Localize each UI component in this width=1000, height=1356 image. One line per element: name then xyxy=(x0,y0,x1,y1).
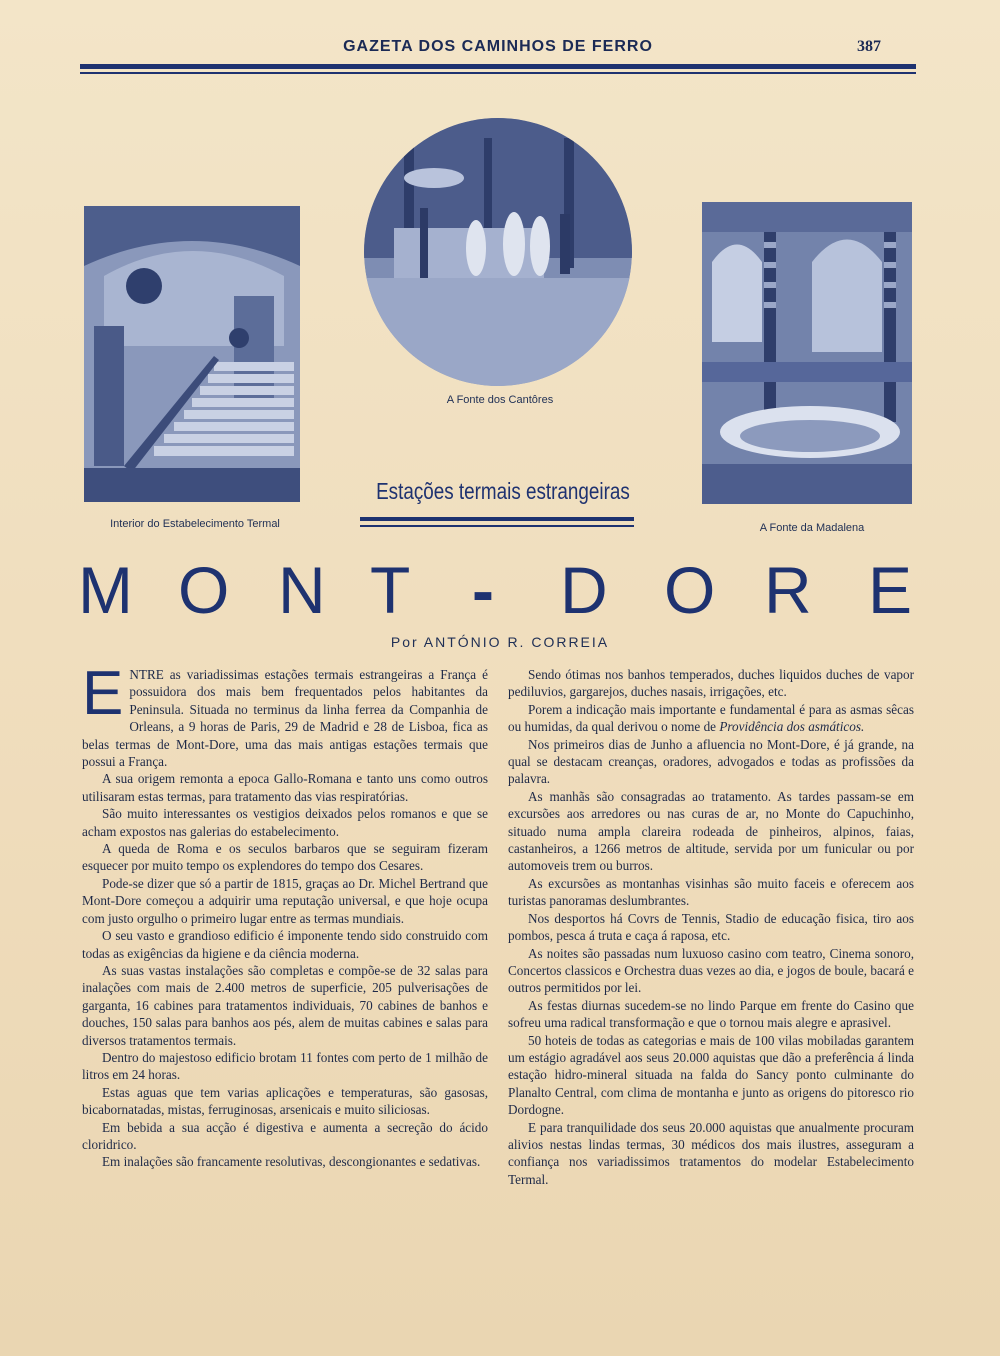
paragraph: Nos desportos há Covrs de Tennis, Stadio de educação fisica, tiro aos pombos, pesca á truta e caça á raposa, etc. xyxy=(508,910,914,944)
title-letter: E xyxy=(868,553,913,627)
title-letter: O xyxy=(178,553,230,627)
byline: Por ANTÓNIO R. CORREIA xyxy=(390,634,610,650)
article-column-left xyxy=(82,659,488,1171)
title-letter: - xyxy=(472,553,494,627)
paragraph: As suas vastas instalações são completas e compõe-se de 32 salas para inalações com mais de 2.400 metros de superficie, 205 pulverisações de garganta, 16 cabines para tratamentos individuais, 70 cabines de banhos e douches, 150 salas para banhos aos pés, alem de muitas cabines e salas para diversos tratamentos termais. xyxy=(82,962,488,1048)
paragraph: E para tranquilidade dos seus 20.000 aquistas que anualmente procuram alivios nestas lindas termas, 30 médicos dos mais ilustres, asseguram a confiança nos variadissimos tratamentos do modelar Estabelecimento Termal. xyxy=(508,1119,914,1187)
running-header xyxy=(80,38,916,62)
paragraph: As excursões as montanhas visinhas são muito faceis e oferecem aos turistas panoramas deslumbrantes. xyxy=(508,875,914,909)
paragraph: O seu vasto e grandioso edificio é imponente tendo sido construido com todas as exigências da higiene e da ciência moderna. xyxy=(82,928,488,961)
caption-fonte-madalena: A Fonte da Madalena xyxy=(759,522,865,534)
paragraph: As festas diurnas sucedem-se no lindo Parque em frente do Casino que sofreu uma radical transformação e que o tornou mais alegre e aprasivel. xyxy=(508,997,914,1031)
paragraph: A queda de Roma e os seculos barbaros que se seguiram fizeram esquecer por muito tempo os explendores do tempo dos Cesares. xyxy=(82,841,488,874)
section-rule-thick xyxy=(360,517,634,521)
paragraph: Estas aguas que tem varias aplicações e temperaturas, são gasosas, bicabornatadas, mistas, ferruginosas, arsenicais e muito siliciosas. xyxy=(82,1084,488,1118)
paragraph: Porem a indicação mais importante e fundamental é para as asmas sêcas ou humidas, da qual derivou o nome de Providência dos asmáticos. xyxy=(508,701,914,735)
photo-interior-staircase xyxy=(84,206,300,502)
paragraph: Em bebida a sua acção é digestiva e aumenta a secreção do ácido cloridrico. xyxy=(82,1119,488,1152)
staircase-illustration xyxy=(84,206,300,502)
title-letter: N xyxy=(278,553,326,627)
fountain-hall-illustration xyxy=(364,118,632,386)
title-letter: T xyxy=(370,553,411,627)
paragraph: Sendo ótimas nos banhos temperados, duches liquidos duches de vapor pediluvios, gargarejos, duches nasais, irrigações, etc. xyxy=(508,667,914,700)
paragraph: Em inalações são francamente resolutivas, descongionantes e sedativas. xyxy=(102,1154,481,1170)
journal-title: GAZETA DOS CAMINHOS DE FERRO xyxy=(343,38,653,55)
paragraph: Pode-se dizer que só a partir de 1815, graças ao Dr. Michel Bertrand que Mont-Dore começou a adquirir uma reputação universal, e que hoje ocupa com justo orgulho o primeiro lugar entre as termas mundiais. xyxy=(82,875,488,926)
caption-interior: Interior do Estabelecimento Termal xyxy=(110,518,280,530)
drop-cap: E xyxy=(82,659,124,728)
paragraph: ENTRE as variadissimas estações termais estrangeiras a França é possuidora dos mais bem frequentados pelos habitantes da Peninsula. Situada no terminus da linha ferrea da Companhia de Orleans, a 9 horas de Paris, 29 de Madrid e 28 de Lisboa, fica as belas termas de Mont-Dore, uma das mais antigas estações termais que possui a França. xyxy=(82,659,488,770)
caption-fonte-cantores: A Fonte dos Cantôres xyxy=(446,394,554,406)
arcade-illustration xyxy=(702,202,912,504)
paragraph: A sua origem remonta a epoca Gallo-Romana e tanto uns como outros utilisaram estas termas, para tratamento das vias respiratórias. xyxy=(82,771,488,804)
section-rule-thin xyxy=(360,525,634,527)
paragraph: 50 hoteis de todas as categorias e mais de 100 vilas mobiladas garantem um estágio agradável aos seus 20.000 aquistas que dão a preferência á linda estação hidro-mineral situada na falda do Sancy ponto culminante do Planalto Central, com clima de montanha e junto as origens do pitoresco rio Dordogne. xyxy=(508,1032,914,1118)
paragraph: Dentro do majestoso edificio brotam 11 fontes com perto de 1 milhão de litros em 24 horas. xyxy=(82,1049,488,1083)
photo-fonte-cantores xyxy=(364,118,632,386)
title-letter: M xyxy=(78,553,133,627)
paragraph: As noites são passadas num luxuoso casino com teatro, Cinema sonoro, Concertos classicos e Orchestra duas vezes ao dia, e jogos de boule, bacará e outros permitidos por lei. xyxy=(508,945,914,996)
photo-fonte-madalena xyxy=(702,202,912,504)
article-column-right xyxy=(508,666,914,1188)
paragraph: São muito interessantes os vestigios deixados pelos romanos e que se acham expostos nas galerias do estabelecimento. xyxy=(82,806,488,839)
paragraph: As manhãs são consagradas ao tratamento. As tardes passam-se em excursões aos arredores ou nas curas de ar, no Monte do Capuchinho, situado numa ampla clareira rodeada de pinheiros, alpinos, faias, castanheiros, a 1266 metros de altitude, servida por um funicular ou por automoveis trem ou burros. xyxy=(508,788,914,874)
section-title: Estações termais estrangeiras xyxy=(376,478,630,504)
header-rule-thin xyxy=(80,72,916,74)
title-letter: D xyxy=(560,553,608,627)
header-rule-thick xyxy=(80,64,916,69)
page-number: 387 xyxy=(857,38,881,55)
paragraph: Nos primeiros dias de Junho a afluencia no Mont-Dore, é já grande, na qual se destacam creanças, oradores, advogados e todas as profissões da palavra. xyxy=(508,736,914,787)
title-letter: R xyxy=(764,553,812,627)
article-title xyxy=(78,552,918,626)
title-letter: O xyxy=(664,553,716,627)
